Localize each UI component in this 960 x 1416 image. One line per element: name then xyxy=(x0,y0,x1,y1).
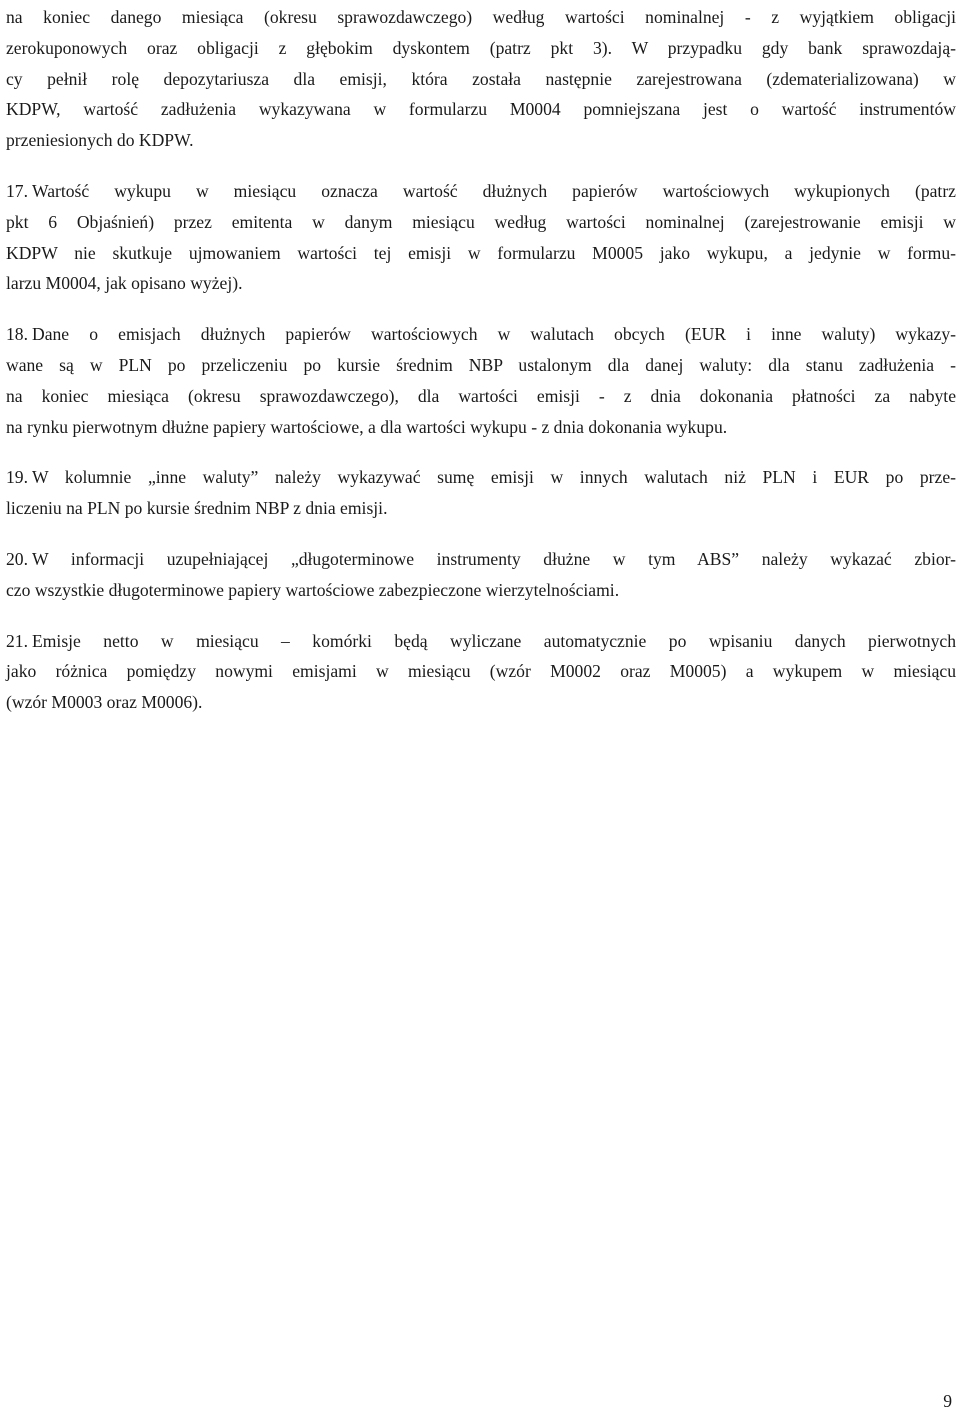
paragraph-20 xyxy=(6,544,956,606)
text-line: KDPW nie skutkuje ujmowaniem wartości tej emisji w formularzu M0005 jako wykupu, a jedynie w formu- xyxy=(6,242,956,263)
text-line: zerokuponowych oraz obligacji z głębokim dyskontem (patrz pkt 3). W przypadku gdy bank sprawozdają- xyxy=(6,37,956,58)
text-line: larzu M0004, jak opisano wyżej). xyxy=(6,273,243,294)
text-line-first xyxy=(6,544,956,575)
text-line: jako różnica pomiędzy nowymi emisjami w miesiącu (wzór M0002 oraz M0005) a wykupem w miesiącu xyxy=(6,661,956,682)
text-line-first xyxy=(6,176,956,207)
text-line: wane są w PLN po przeliczeniu po kursie średnim NBP ustalonym dla danej waluty: dla stanu zadłużenia - xyxy=(6,354,956,375)
text-line: Wartość wykupu w miesiącu oznacza wartość dłużnych papierów wartościowych wykupionych (patrz xyxy=(32,180,956,201)
text-line: W kolumnie „inne waluty” należy wykazywać sumę emisji w innych walutach niż PLN i EUR po prze- xyxy=(32,467,956,488)
text-line: KDPW, wartość zadłużenia wykazywana w formularzu M0004 pomniejszana jest o wartość instrumentów xyxy=(6,99,956,120)
text-line-first xyxy=(6,462,956,493)
text-line-first xyxy=(6,626,956,657)
text-line: cy pełnił rolę depozytariusza dla emisji, która została następnie zarejestrowana (zdematerializowana) w xyxy=(6,68,956,89)
text-line: (wzór M0003 oraz M0006). xyxy=(6,692,203,713)
text-line: czo wszystkie długoterminowe papiery wartościowe zabezpieczone wierzytelnościami. xyxy=(6,579,620,600)
text-line: Emisje netto w miesiącu – komórki będą wyliczane automatycznie po wpisaniu danych pierwotnych xyxy=(32,630,956,651)
paragraph-18 xyxy=(6,319,956,442)
paragraph-number: 19. xyxy=(6,467,28,488)
text-line: na koniec danego miesiąca (okresu sprawozdawczego) według wartości nominalnej - z wyjątkiem obligacji xyxy=(6,7,956,27)
paragraph-19 xyxy=(6,462,956,524)
text-line: Dane o emisjach dłużnych papierów wartościowych w walutach obcych (EUR i inne waluty) wykazy- xyxy=(32,324,956,345)
text-line: na rynku pierwotnym dłużne papiery wartościowe, a dla wartości wykupu - z dnia dokonania wykupu. xyxy=(6,416,728,437)
document-body xyxy=(6,2,956,738)
text-line-first xyxy=(6,319,956,350)
paragraph-21 xyxy=(6,626,956,718)
text-line: pkt 6 Objaśnień) przez emitenta w danym miesiącu według wartości nominalnej (zarejestrowanie emisji w xyxy=(6,211,956,232)
page-number: 9 xyxy=(943,1391,952,1411)
paragraph-16-continuation xyxy=(6,2,956,156)
paragraph-number: 18. xyxy=(6,324,28,345)
text-line: liczeniu na PLN po kursie średnim NBP z dnia emisji. xyxy=(6,498,388,519)
paragraph-number: 17. xyxy=(6,180,28,201)
paragraph-number: 21. xyxy=(6,630,28,651)
text-line: na koniec miesiąca (okresu sprawozdawczego), dla wartości emisji - z dnia dokonania płatności za nabyte xyxy=(6,385,956,406)
paragraph-number: 20. xyxy=(6,548,28,569)
paragraph-17 xyxy=(6,176,956,299)
text-line: przeniesionych do KDPW. xyxy=(6,130,194,151)
text-line: W informacji uzupełniającej „długoterminowe instrumenty dłużne w tym ABS” należy wykazać zbior- xyxy=(32,548,956,569)
